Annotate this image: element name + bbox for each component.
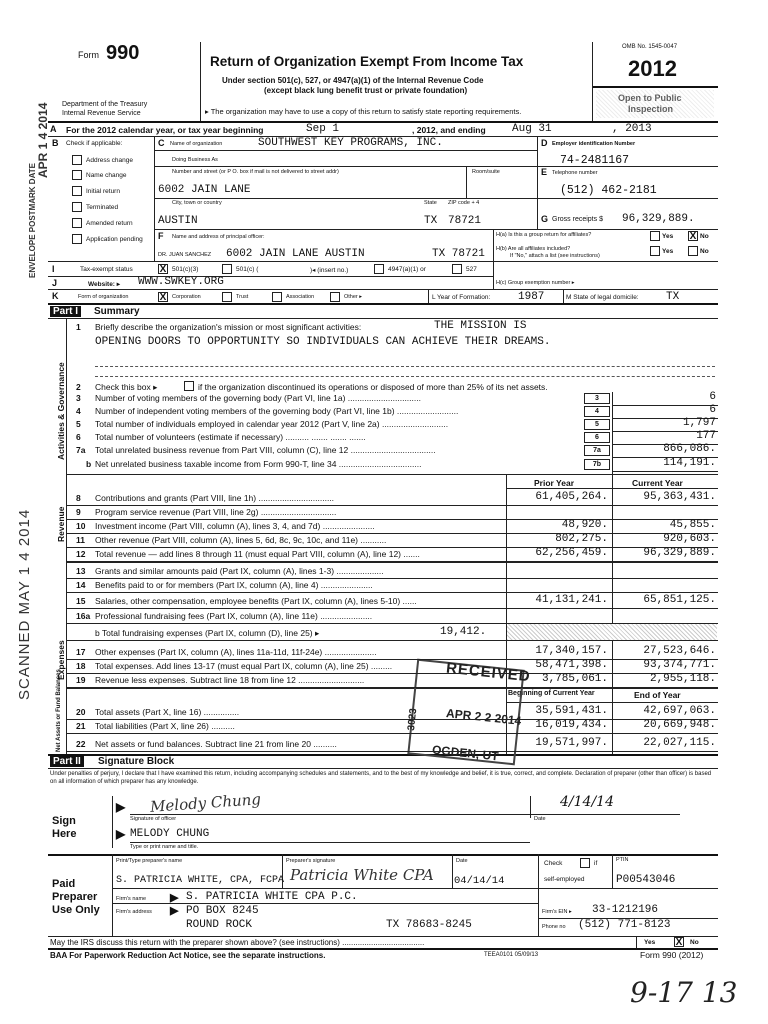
row-b-letter: B: [52, 138, 59, 148]
line-16b-text: b Total fundraising expenses (Part IX, column (D), line 25) ▸: [95, 628, 320, 638]
firm-phone: (512) 771-8123: [578, 919, 671, 931]
line-text: Total revenue — add lines 8 through 11 (must equal Part VIII, column (A), line 12) .......: [95, 549, 420, 559]
officer-date-label: Date: [534, 816, 546, 822]
org-name: SOUTHWEST KEY PROGRAMS, INC.: [258, 137, 443, 149]
mission-2: OPENING DOORS TO OPPORTUNITY SO INDIVIDUALS CAN ACHIEVE THEIR DREAMS.: [95, 336, 551, 348]
prior-year-value: 62,256,459.: [535, 547, 608, 559]
line-text: Benefits paid to or for members (Part IX, column (A), line 4) ......................: [95, 580, 373, 590]
mission-1: THE MISSION IS: [434, 320, 527, 332]
line-number: 12: [76, 549, 86, 559]
row-k-letter: K: [52, 291, 59, 301]
gov-line-number: b: [86, 459, 92, 469]
check-applicable-label: Check if applicable:: [66, 140, 123, 147]
line-1-number: 1: [76, 322, 81, 332]
current-year-value: 96,329,889.: [643, 547, 716, 559]
name-change-checkbox[interactable]: [72, 170, 82, 180]
amended-return-checkbox[interactable]: [72, 218, 82, 228]
ha-no-label: No: [700, 233, 709, 240]
line-number: 17: [76, 647, 86, 657]
gov-line-number: 7a: [76, 445, 86, 455]
prior-year-value: 802,275.: [555, 533, 608, 545]
status-501c3-checkbox[interactable]: X: [159, 264, 167, 275]
status-501c3-label: 501(c)(3): [172, 266, 199, 273]
room-label: Room/suite: [472, 169, 500, 175]
preparer-signature: Patricia White CPA: [290, 866, 434, 884]
prior-year-value: 19,571,997.: [535, 737, 608, 749]
org-phone: (512) 462-2181: [560, 184, 657, 197]
discontinued-checkbox[interactable]: [184, 381, 194, 391]
firm-ein: 33-1212196: [592, 904, 659, 916]
row-a-text: For the 2012 calendar year, or tax year beginning: [66, 125, 264, 135]
form-word: Form: [78, 50, 99, 60]
line-2-text: Check this box ▸: [95, 382, 158, 392]
line-text: Total assets (Part X, line 16) ...............: [95, 707, 240, 717]
status-4947-checkbox[interactable]: [374, 264, 384, 274]
gov-line-value: 6: [709, 391, 716, 403]
current-year-value: 95,363,431.: [643, 491, 716, 503]
firm-name-arrow: ▶: [170, 892, 179, 904]
discuss-yes-label: Yes: [644, 939, 656, 946]
gov-line-text: Net unrelated business taxable income from Form 990-T, line 34 ...................................: [95, 459, 422, 469]
part-2-title: Signature Block: [98, 756, 175, 767]
gov-line-value: 177: [696, 430, 716, 442]
side-label-net-assets: Net Assets or Fund Balances: [56, 669, 62, 752]
line-number: 18: [76, 661, 86, 671]
firm-name: S. PATRICIA WHITE CPA P.C.: [186, 891, 358, 903]
prior-year-value: 3,785,061.: [541, 673, 608, 685]
line-number: 16a: [76, 611, 91, 621]
amended-return-label: Amended return: [86, 220, 133, 227]
postmark-date-stamp: APR 1 4 2014: [36, 102, 50, 178]
current-year-value: 27,523,646.: [643, 645, 716, 657]
firm-ein-label: Firm's EIN ▸: [542, 909, 572, 915]
irs-service: Internal Revenue Service: [62, 110, 141, 117]
prep-sig-label: Preparer's signature: [286, 858, 336, 864]
row-a-mid: , 2012, and ending: [412, 125, 486, 135]
gov-line-number: 6: [76, 432, 81, 442]
legal-domicile-state: TX: [666, 291, 680, 303]
line-number: 10: [76, 521, 86, 531]
firm-name-label: Firm's name: [116, 896, 147, 902]
baa-notice: BAA For Paperwork Reduction Act Notice, see the separate instructions.: [50, 951, 326, 960]
line-text: Other revenue (Part VIII, column (A), lines 5, 6d, 8c, 9c, 10c, and 11e) ...........: [95, 535, 387, 545]
current-year-value: 2,955,118.: [649, 673, 716, 685]
gov-line-text: Total number of individuals employed in calendar year 2012 (Part V, line 2a) ............................: [95, 419, 449, 429]
tax-year-begin: Sep 1: [306, 123, 340, 135]
check-label: Check: [544, 860, 563, 867]
line-text: Total expenses. Add lines 13-17 (must equal Part IX, column (A), line 25) .........: [95, 661, 393, 671]
firm-phone-label: Phone no: [542, 924, 566, 930]
form-footer: Form 990 (2012): [640, 950, 704, 960]
received-date-stamp: APR 2 2 2014: [445, 706, 522, 728]
current-year-value: 920,603.: [663, 533, 716, 545]
received-number-stamp: 3023: [406, 707, 420, 732]
part-2-label: Part II: [50, 756, 84, 767]
side-label-governance: Activities & Governance: [56, 362, 66, 460]
gov-line-box: 4: [584, 406, 610, 417]
hb-yes-checkbox[interactable]: [650, 246, 660, 256]
city: AUSTIN: [158, 215, 198, 227]
row-c-letter: C: [158, 138, 165, 148]
current-year-value: 65,851,125.: [643, 594, 716, 606]
address-change-label: Address change: [86, 157, 133, 164]
terminated-label: Terminated: [86, 204, 119, 211]
tax-exempt-label: Tax-exempt status: [80, 266, 133, 273]
h-b-note: If "No," attach a list (see instructions): [510, 253, 600, 259]
insert-no-label: )◂ (insert no.): [310, 267, 349, 274]
line-text: Investment income (Part VIII, column (A), lines 3, 4, and 7d) ......................: [95, 521, 375, 531]
preparer-date: 04/14/14: [454, 875, 505, 887]
sign-arrow-2: ▶: [116, 827, 126, 841]
use-only-label: Use Only: [52, 904, 100, 916]
dba-label: Doing Business As: [172, 157, 218, 163]
line-text: Grants and similar amounts paid (Part IX, column (A), lines 1-3) ....................: [95, 566, 384, 576]
line-number: 14: [76, 580, 86, 590]
gov-line-number: 5: [76, 419, 81, 429]
zip-code: 78721: [448, 215, 482, 227]
officer-print-name: MELODY CHUNG: [130, 828, 210, 840]
gov-line-box: 7a: [584, 445, 610, 456]
gov-line-box: 5: [584, 419, 610, 430]
current-year-value: 22,027,115.: [643, 737, 716, 749]
initial-return-label: Initial return: [86, 188, 120, 195]
state-label: State: [424, 200, 437, 206]
form-title: Return of Organization Exempt From Income Tax: [210, 54, 524, 69]
officer-sign-date: 4/14/14: [560, 794, 614, 810]
prior-year-value: 35,591,431.: [535, 705, 608, 717]
line-text: Revenue less expenses. Subtract line 18 from line 12 ............................: [95, 675, 365, 685]
association-checkbox[interactable]: [272, 292, 282, 302]
ha-no-checkbox[interactable]: X: [689, 231, 697, 242]
application-pending-label: Application pending: [86, 236, 143, 243]
open-public-1: Open to Public: [618, 93, 682, 103]
prior-year-value: 61,405,264.: [535, 491, 608, 503]
prior-year-value: 48,920.: [561, 519, 608, 531]
line-text: Contributions and grants (Part VIII, line 1h) ................................: [95, 493, 335, 503]
prep-name-label: Print/Type preparer's name: [116, 858, 183, 864]
status-4947-label: 4947(a)(1) or: [388, 266, 426, 273]
terminated-checkbox[interactable]: [72, 202, 82, 212]
penalty-statement: Under penalties of perjury, I declare that I have examined this return, including accompanying schedules and statements, and to the best of my knowledge and belief, it is true, correct, and complete. Declaration of preparer (other than officer) is based on all information of which preparer has any knowledge.: [50, 771, 712, 785]
discuss-no-checkbox[interactable]: X: [675, 937, 683, 948]
officer-name: DR. JUAN SANCHEZ: [158, 252, 212, 258]
line-number: 15: [76, 596, 86, 606]
side-label-expenses: Expenses: [56, 640, 66, 680]
ein: 74-2481167: [560, 154, 630, 167]
here-label: Here: [52, 828, 77, 840]
corporation-label: Corporation: [172, 294, 201, 300]
officer-signature: Melody Chung: [149, 790, 262, 816]
street-address: 6002 JAIN LANE: [158, 184, 251, 196]
officer-sig-label: Signature of officer: [130, 816, 177, 822]
current-year-value: 42,697,063.: [643, 705, 716, 717]
h-c-label: H(c) Group exemption number ▸: [496, 280, 575, 286]
gov-line-value: 114,191.: [663, 457, 716, 469]
hb-no-checkbox[interactable]: [688, 246, 698, 256]
line-text: Professional fundraising fees (Part IX, column (A), line 11e) ......................: [95, 611, 373, 621]
application-pending-checkbox[interactable]: [72, 234, 82, 244]
other-form-label: Other ▸: [344, 294, 363, 300]
state: TX: [424, 215, 438, 227]
prior-year-value: 58,471,398.: [535, 659, 608, 671]
gov-line-value: 1,797: [682, 417, 716, 429]
prior-year-header: Prior Year: [534, 478, 575, 488]
row-f-letter: F: [158, 231, 164, 241]
line-number: 22: [76, 739, 86, 749]
status-527-label: 527: [466, 266, 477, 273]
line-number: 13: [76, 566, 86, 576]
line-text: Program service revenue (Part VIII, line 2g) ................................: [95, 507, 337, 517]
status-501c-label: 501(c) (: [236, 266, 259, 273]
end-year-header: End of Year: [634, 690, 681, 700]
ein-label: Employer identification Number: [552, 141, 636, 147]
prior-year-value: 41,131,241.: [535, 594, 608, 606]
gross-receipts: 96,329,889.: [622, 213, 695, 225]
line-number: 8: [76, 493, 81, 503]
address-change-checkbox[interactable]: [72, 155, 82, 165]
ptin-label: PTIN: [616, 857, 629, 863]
prior-year-value: 16,019,434.: [535, 719, 608, 731]
row-i-letter: I: [52, 264, 55, 274]
city-label: City, town or country: [172, 200, 222, 206]
row-a-letter: A: [50, 124, 57, 134]
row-e-letter: E: [541, 167, 548, 177]
current-year-header: Current Year: [632, 478, 683, 488]
officer-label: Name and address of principal officer:: [172, 234, 265, 240]
tax-year-end-year: , 2013: [612, 123, 652, 135]
part-1-title: Summary: [94, 306, 140, 317]
org-name-label: Name of organization: [170, 141, 223, 147]
current-year-value: 20,669,948.: [643, 719, 716, 731]
row-j-letter: J: [52, 278, 58, 288]
firm-address-arrow: ▶: [170, 905, 179, 917]
line-text: Net assets or fund balances. Subtract line 21 from line 20 ..........: [95, 739, 337, 749]
firm-address-label: Firm's address: [116, 909, 152, 915]
ha-yes-checkbox[interactable]: [650, 231, 660, 241]
ha-yes-label: Yes: [662, 233, 674, 240]
website[interactable]: WWW.SWKEY.ORG: [138, 276, 224, 288]
row-g-letter: G: [541, 214, 549, 224]
gov-line-number: 4: [76, 406, 81, 416]
prep-date-label: Date: [456, 858, 468, 864]
corporation-checkbox[interactable]: X: [159, 292, 167, 303]
envelope-postmark-stamp: ENVELOPE POSTMARK DATE: [28, 163, 37, 278]
line-16b-value: 19,412.: [440, 626, 487, 638]
officer-state-zip: TX 78721: [432, 248, 485, 260]
firm-address: PO BOX 8245: [186, 905, 259, 917]
gross-receipts-label: Gross receipts $: [552, 216, 603, 223]
tax-year: 2012: [628, 56, 677, 81]
handwritten-note: 9-17 13: [630, 976, 738, 1009]
zip-label: ZIP code + 4: [448, 200, 480, 206]
gov-line-value: 6: [709, 404, 716, 416]
officer-title-label: Type or print name and title.: [130, 844, 199, 850]
trust-checkbox[interactable]: [222, 292, 232, 302]
received-stamp: RECEIVED: [445, 659, 532, 686]
form-subtitle-2: (except black lung benefit trust or private foundation): [264, 86, 468, 95]
line-number: 21: [76, 721, 86, 731]
department: Department of the Treasury: [62, 101, 148, 108]
phone-label: Telephone number: [552, 170, 598, 176]
gov-line-box: 6: [584, 432, 610, 443]
line-number: 11: [76, 535, 85, 545]
gov-line-box: 3: [584, 393, 610, 404]
gov-line-number: 3: [76, 393, 81, 403]
legal-domicile-label: M State of legal domicile:: [566, 294, 639, 301]
sign-label: Sign: [52, 815, 76, 827]
formation-year: 1987: [518, 291, 545, 303]
discuss-no-label: No: [690, 939, 699, 946]
hb-no-label: No: [700, 248, 709, 255]
preparer-name: S. PATRICIA WHITE, CPA, FCPA: [116, 875, 285, 886]
preparer-label: Preparer: [52, 891, 98, 903]
omb-number: OMB No. 1545-0047: [622, 44, 678, 50]
status-501c-checkbox[interactable]: [222, 264, 232, 274]
h-b-label: H(b) Are all affiliates included?: [496, 246, 571, 252]
officer-address: 6002 JAIN LANE AUSTIN: [226, 248, 365, 260]
sign-arrow-1: ▶: [116, 800, 126, 814]
gov-line-text: Number of voting members of the governing body (Part VI, line 1a) ...............................: [95, 393, 421, 403]
gov-line-text: Number of independent voting members of the governing body (Part VI, line 1b) ..........................: [95, 406, 459, 416]
part-1-label: Part I: [50, 306, 81, 317]
current-year-value: 93,374,771.: [643, 659, 716, 671]
line-1-text: Briefly describe the organization's mission or most significant activities:: [95, 322, 362, 332]
gov-line-text: Total number of volunteers (estimate if necessary) .......... ....... ....... .......: [95, 432, 366, 442]
row-d-letter: D: [541, 138, 548, 148]
discuss-text: May the IRS discuss this return with the preparer shown above? (see instructions) .....................................: [50, 938, 425, 947]
website-label: Website: ▸: [88, 281, 121, 288]
hb-yes-label: Yes: [662, 248, 674, 255]
form-code: TEEA0101 05/09/13: [484, 952, 539, 958]
gov-line-value: 866,086.: [663, 443, 716, 455]
form-notice: ▸ The organization may have to use a copy of this return to satisfy state reporting requirements.: [205, 107, 522, 116]
tax-year-end: Aug 31: [512, 123, 552, 135]
open-public-2: Inspection: [628, 104, 674, 114]
ogden-stamp: OGDEN, UT: [431, 742, 500, 764]
trust-label: Trust: [236, 294, 249, 300]
name-change-label: Name change: [86, 172, 127, 179]
form-subtitle-1: Under section 501(c), 527, or 4947(a)(1) of the Internal Revenue Code: [222, 76, 484, 85]
if-label: if: [594, 860, 598, 867]
current-year-value: 45,855.: [669, 519, 716, 531]
firm-city: ROUND ROCK: [186, 919, 253, 931]
initial-return-checkbox[interactable]: [72, 186, 82, 196]
line-2-number: 2: [76, 382, 81, 392]
org-form-label: Form of organization: [78, 294, 129, 300]
form-number: 990: [106, 42, 140, 64]
association-label: Association: [286, 294, 315, 300]
formation-year-label: L Year of Formation:: [432, 294, 491, 301]
beginning-year-header: Beginning of Current Year: [508, 690, 595, 697]
street-label: Number and street (or P O. box if mail is not delivered to street addr): [172, 169, 339, 175]
gov-line-text: Total unrelated business revenue from Part VIII, column (C), line 12 ....................................: [95, 445, 436, 455]
prior-year-value: 17,340,157.: [535, 645, 608, 657]
line-text: Total liabilities (Part X, line 26) ..........: [95, 721, 235, 731]
ptin: P00543046: [616, 874, 676, 886]
paid-label: Paid: [52, 878, 76, 890]
scanned-stamp: SCANNED MAY 1 4 2014: [16, 508, 33, 700]
line-text: Salaries, other compensation, employee benefits (Part IX, column (A), lines 5-10) ......: [95, 596, 417, 606]
side-label-revenue: Revenue: [56, 506, 66, 542]
status-527-checkbox[interactable]: [452, 264, 462, 274]
line-number: 20: [76, 707, 86, 717]
line-number: 9: [76, 507, 81, 517]
h-a-label: H(a) Is this a group return for affiliates?: [496, 232, 592, 238]
line-number: 19: [76, 675, 86, 685]
self-employed-checkbox[interactable]: [580, 858, 590, 868]
firm-state-zip: TX 78683-8245: [386, 919, 472, 931]
other-form-checkbox[interactable]: [330, 292, 340, 302]
self-employed-label: self-employed: [544, 876, 585, 883]
line-text: Other expenses (Part IX, column (A), lines 11a-11d, 11f-24e) ......................: [95, 647, 377, 657]
line-2-text-b: if the organization discontinued its operations or disposed of more than 25% of its net assets.: [198, 382, 548, 392]
gov-line-box: 7b: [584, 459, 610, 470]
